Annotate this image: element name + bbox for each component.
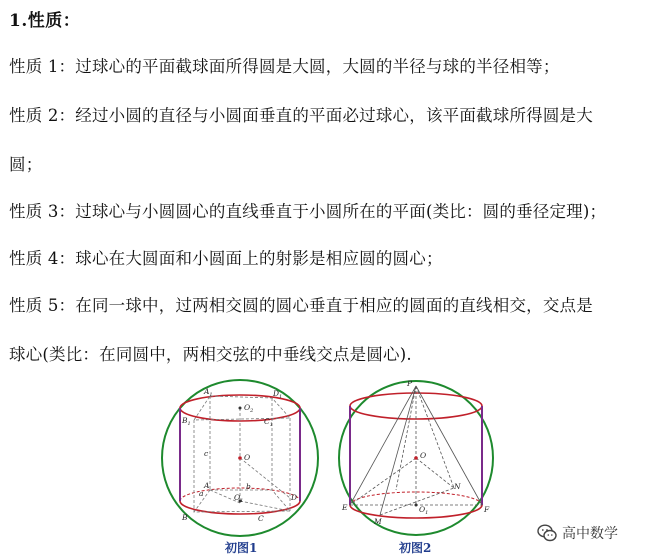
label-A1: $A_1$ [204, 387, 213, 398]
figure-2-sphere-cone [336, 378, 496, 538]
label-F: F [484, 505, 490, 514]
label-O: O [244, 453, 251, 462]
figure-1-sphere-prism [154, 378, 328, 538]
property-5-continued: 球心(类比：在同圆中，两相交弦的中垂线交点是圆心). [9, 345, 412, 364]
label-O1: $O_1$ [234, 493, 244, 504]
label-c: c [204, 449, 209, 458]
property-2: 性质 2：经过小圆的直径与小圆面垂直的平面必过球心，该平面截球所得圆是大 [9, 106, 593, 125]
label-D: D [291, 493, 298, 502]
label-O2: $O_2$ [244, 403, 254, 414]
wechat-icon [536, 522, 558, 544]
property-1: 性质 1：过球心的平面截球面所得圆是大圆，大圆的半径与球的半径相等； [9, 57, 560, 76]
label-C: C [258, 514, 264, 523]
label-M: M [374, 517, 382, 526]
label-E: E [342, 503, 348, 512]
label-B1: $B_1$ [182, 416, 191, 427]
figure-1-caption: 初图1 [225, 541, 258, 555]
label-a: a [199, 489, 204, 498]
label-A: A [204, 481, 210, 490]
center-O2 [239, 407, 242, 410]
property-3: 性质 3：过球心与小圆圆心的直线垂直于小圆所在的平面(类比：圆的垂径定理)； [9, 202, 607, 221]
property-2-continued: 圆； [9, 155, 43, 174]
label-N: N [454, 482, 461, 491]
property-4: 性质 4：球心在大圆面和小圆面上的射影是相应圆的圆心； [9, 249, 443, 268]
watermark-text: 高中数学 [562, 526, 618, 542]
bottom-ellipse-front [350, 505, 482, 518]
figure-2-caption: 初图2 [399, 541, 432, 555]
label-P: P [407, 379, 413, 388]
label-C1: $C_1$ [264, 417, 273, 428]
center-O1 [415, 504, 418, 507]
center-O [414, 456, 418, 460]
label-b: b [246, 482, 251, 491]
label-B: B [182, 513, 188, 522]
watermark [536, 522, 618, 544]
label-O1: $O_1$ [419, 505, 429, 516]
property-5: 性质 5：在同一球中，过两相交圆的圆心垂直于相应的圆面的直线相交，交点是 [9, 296, 593, 315]
label-O: O [420, 451, 427, 460]
section-heading: 1.性质： [9, 11, 81, 31]
label-D1: $D_1$ [273, 389, 283, 400]
center-O [238, 456, 242, 460]
prism-edges [194, 396, 290, 512]
